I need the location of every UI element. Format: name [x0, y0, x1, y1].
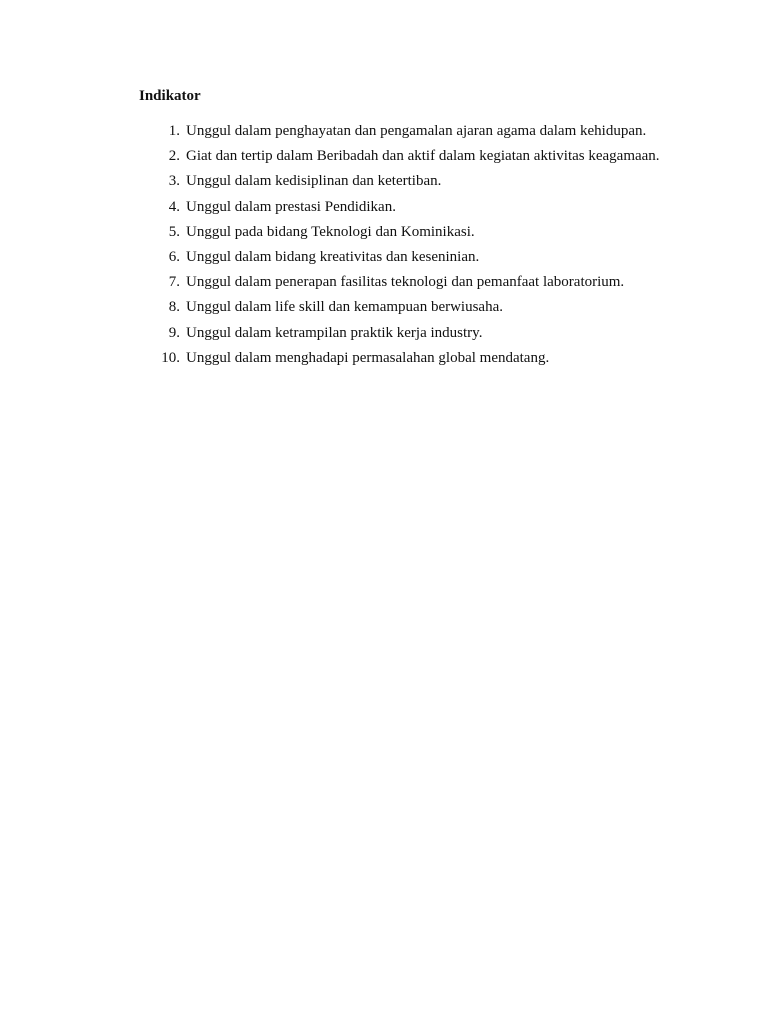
list-item-text: Unggul pada bidang Teknologi dan Kominikasi.: [186, 223, 475, 240]
list-item-text: Unggul dalam prestasi Pendidikan.: [186, 198, 396, 215]
list-item-text: Unggul dalam menghadapi permasalahan global mendatang.: [186, 349, 550, 366]
list-item-text: Unggul dalam kedisiplinan dan ketertiban.: [186, 173, 442, 190]
indicator-list: [150, 122, 750, 374]
list-item-text: Unggul dalam penerapan fasilitas teknologi dan pemanfaat laboratorium.: [186, 274, 625, 291]
list-item: [150, 223, 750, 248]
list-item-number: 8.: [168, 299, 180, 316]
list-item: [150, 172, 750, 197]
section-heading: Indikator: [139, 88, 201, 104]
list-item-number: 7.: [168, 274, 180, 291]
list-item-text: Unggul dalam ketrampilan praktik kerja industry.: [186, 324, 483, 341]
list-item: [150, 147, 750, 172]
list-item: [150, 324, 750, 349]
list-item: [150, 248, 750, 273]
list-item-text: Unggul dalam penghayatan dan pengamalan ajaran agama dalam kehidupan.: [186, 123, 647, 139]
list-item: [150, 273, 750, 298]
list-item-number: 3.: [168, 173, 180, 190]
list-item-text: Unggul dalam bidang kreativitas dan keseninian.: [186, 248, 480, 265]
list-item-number: 6.: [168, 248, 180, 265]
list-item-number: 5.: [168, 223, 180, 240]
list-item: [150, 122, 750, 147]
list-item-text: Unggul dalam life skill dan kemampuan berwiusaha.: [186, 299, 503, 316]
list-item-number: 9.: [168, 324, 180, 341]
list-item: [150, 198, 750, 223]
list-item-number: 4.: [168, 198, 180, 215]
list-item-number: 1.: [168, 123, 180, 139]
list-item-text: Giat dan tertip dalam Beribadah dan aktif dalam kegiatan aktivitas keagamaan.: [186, 148, 660, 165]
list-item: [150, 298, 750, 323]
list-item: [150, 349, 750, 374]
list-item-number: 10.: [161, 349, 180, 366]
list-item-number: 2.: [168, 148, 180, 165]
